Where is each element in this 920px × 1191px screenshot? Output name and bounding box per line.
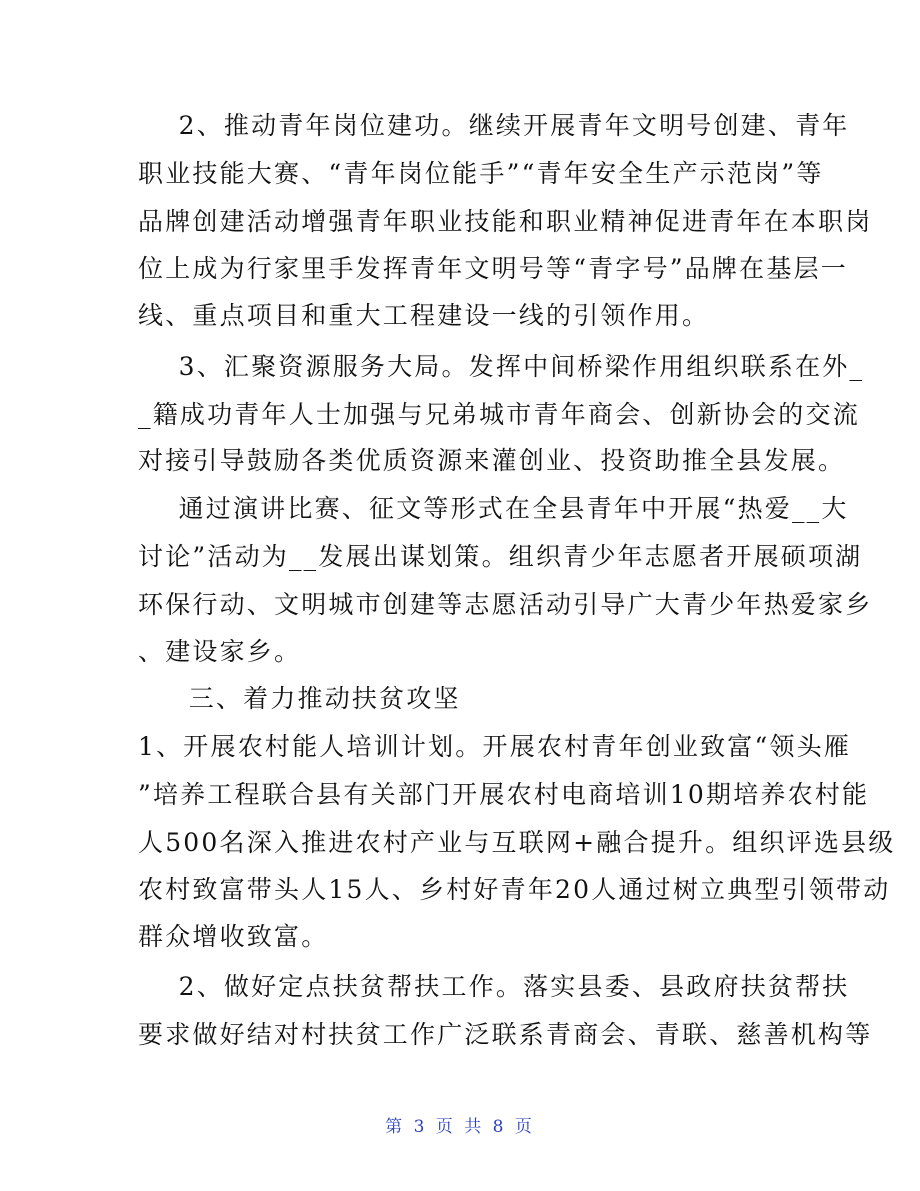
text-line: ”培养工程联合县有关部门开展农村电商培训10期培养农村能 <box>138 780 870 809</box>
page-number: 第 3 页 共 8 页 <box>385 1117 535 1137</box>
text-line: 3、汇聚资源服务大局。发挥中间桥梁作用组织联系在外_ <box>138 352 865 381</box>
text-line: 职业技能大赛、“青年岗位能手”“青年安全生产示范岗”等 <box>138 159 824 188</box>
text-line: 要求做好结对村扶贫工作广泛联系青商会、青联、慈善机构等 <box>138 1020 873 1049</box>
text-line: 线、重点项目和重大工程建设一线的引领作用。 <box>138 301 710 330</box>
text-line: 2、做好定点扶贫帮扶工作。落实县委、县政府扶贫帮扶 <box>138 972 850 1001</box>
text-line: 品牌创建活动增强青年职业技能和职业精神促进青年在本职岗 <box>138 207 873 236</box>
section-heading: 三、着力推动扶贫攻坚 <box>138 684 461 713</box>
text-line: 、建设家乡。 <box>138 637 302 666</box>
text-line: 2、推动青年岗位建功。继续开展青年文明号创建、青年 <box>138 111 850 140</box>
text-line: 通过演讲比赛、征文等形式在全县青年中开展“热爱__大 <box>138 494 849 523</box>
text-line: 1、开展农村能人培训计划。开展农村青年创业致富“领头雁 <box>138 732 852 761</box>
text-line: 农村致富带头人15人、乡村好青年20人通过树立典型引领带动 <box>138 875 891 904</box>
text-line: 群众增收致富。 <box>138 922 329 951</box>
text-line: 位上成为行家里手发挥青年文明号等“青字号”品牌在基层一 <box>138 254 848 283</box>
text-line: 讨论”活动为__发展出谋划策。组织青少年志愿者开展硕项湖 <box>138 542 863 571</box>
text-line: 对接引导鼓励各类优质资源来灌创业、投资助推全县发展。 <box>138 446 846 475</box>
text-line: _籍成功青年人士加强与兄弟城市青年商会、创新协会的交流 <box>138 400 860 429</box>
text-line: 人500名深入推进农村产业与互联网+融合提升。组织评选县级 <box>138 828 896 857</box>
text-line: 环保行动、文明城市创建等志愿活动引导广大青少年热爱家乡 <box>138 590 873 619</box>
